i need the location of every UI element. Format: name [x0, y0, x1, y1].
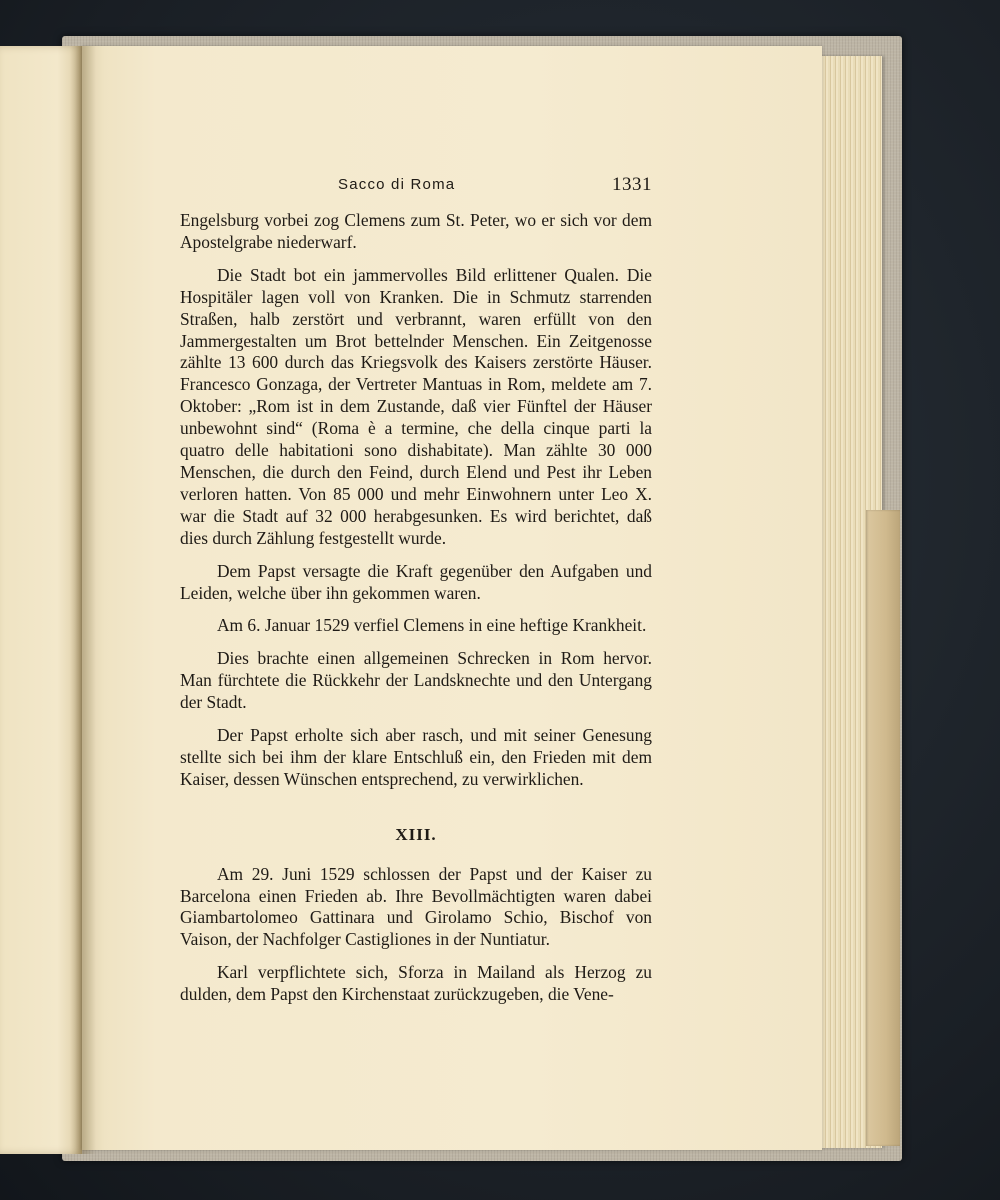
page-text — [180, 210, 652, 1006]
running-head — [200, 174, 652, 204]
paragraph: Der Papst erholte sich aber rasch, und mit seiner Genesung stellte sich bei ihm der klare Entschluß ein, den Frieden mit dem Kaiser, dessen Wünschen entsprechend, zu verwirklichen. — [180, 725, 652, 789]
bookmark-ribbon — [866, 510, 900, 1146]
paragraph: Am 29. Juni 1529 schlossen der Papst und der Kaiser zu Barcelona einen Frieden ab. Ihre Bevollmächtigten waren dabei Giambartolomeo Gattinara und Girolamo Schio, Bischof von Vaison, der Nachfolger Castigliones in der Nuntiatur. — [180, 863, 652, 950]
page-number: 1331 — [612, 174, 652, 195]
paragraph: Engelsburg vorbei zog Clemens zum St. Peter, wo er sich vor dem Apostelgrabe niederwarf. — [180, 210, 652, 252]
paragraph: Dies brachte einen allgemeinen Schrecken in Rom hervor. Man fürchtete die Rückkehr der Landsknechte und den Untergang der Stadt. — [180, 648, 652, 713]
paragraph: Dem Papst versagte die Kraft gegenüber den Aufgaben und Leiden, welche über ihn gekommen waren. — [180, 560, 652, 603]
running-head-title: Sacco di Roma — [338, 176, 456, 193]
paragraph: Die Stadt bot ein jammervolles Bild erlittener Qualen. Die Hospitäler lagen voll von Kranken. Die in Schmutz starrenden Straßen, halb zerstört und verbrannt, waren erfüllt von den Jammergestalten um Brot bettelnder Menschen. Ein Zeitgenosse zählte 13 600 durch das Kriegsvolk des Kaisers zerstörte Häuser. Francesco Gonzaga, der Vertreter Mantuas in Rom, meldete am 7. Oktober: „Rom ist in dem Zustande, daß vier Fünftel der Häuser unbewohnt sind“ (Roma è a termine, che della cinque parti la quatro delle habitationi sono dishabitate). Man zählte 30 000 Menschen, die durch den Feind, durch Elend und Pest ihr Leben verloren hatten. Von 85 000 und mehr Einwohnern unter Leo X. war die Stadt auf 32 000 herabgesunken. Es wird berichtet, daß dies durch Zählung festgestellt wurde. — [180, 264, 652, 548]
paragraph: Am 6. Januar 1529 verfiel Clemens in eine heftige Krankheit. — [217, 615, 647, 636]
section-heading: XIII. — [395, 824, 437, 844]
gutter-shadow — [70, 46, 96, 1154]
paragraph: Karl verpflichtete sich, Sforza in Mailand als Herzog zu dulden, dem Papst den Kirchenstaat zurückzugeben, die Vene- — [180, 962, 652, 1005]
